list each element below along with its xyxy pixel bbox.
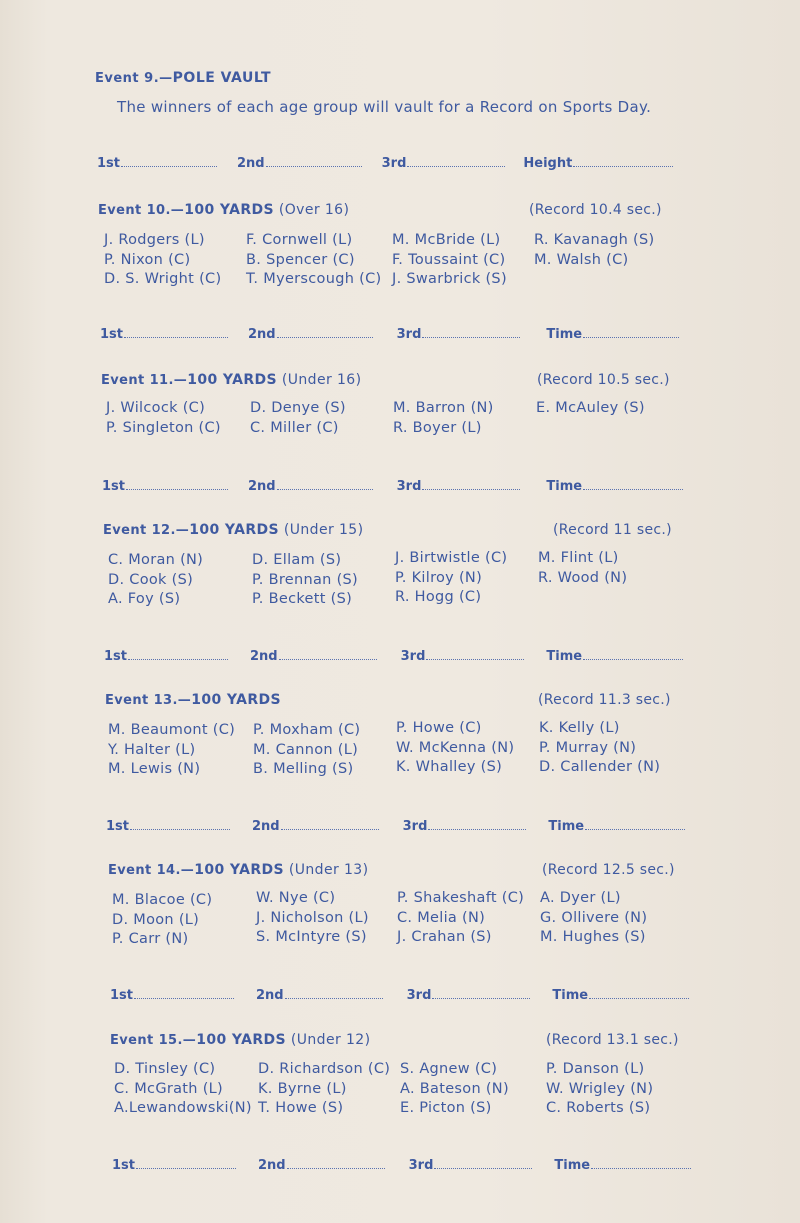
event-13-results-line (106, 819, 685, 834)
place-first-label: 1st (100, 327, 123, 342)
event-label: Event 11.— (101, 373, 188, 388)
third-blank[interactable] (426, 658, 524, 660)
competitor-column-4 (536, 399, 645, 419)
competitor: J. Rodgers (L) (104, 232, 205, 248)
competitor: D. S. Wright (C) (104, 271, 222, 287)
competitor-column-4 (540, 889, 647, 948)
competitor: Y. Halter (L) (108, 741, 196, 758)
event-record: (Record 11.3 sec.) (538, 692, 671, 708)
competitor: P. Kilroy (N) (395, 569, 483, 586)
first-blank[interactable] (128, 658, 228, 660)
event-title (101, 372, 361, 388)
competitor: C. McGrath (L) (114, 1080, 223, 1097)
height-label: Height (523, 156, 573, 171)
first-blank[interactable] (121, 165, 217, 167)
competitor: P. Carr (N) (112, 931, 189, 947)
event-label: Event 9.— (95, 71, 173, 86)
time-label: Time (552, 988, 589, 1003)
event-qualifier: (Under 15) (283, 522, 364, 538)
event-title (98, 202, 349, 218)
competitor-column-3 (393, 399, 494, 438)
event-14-results-line (110, 988, 689, 1003)
competitor-column-1 (108, 721, 235, 780)
competitor: B. Spencer (C) (246, 251, 355, 268)
event-15-results-line (112, 1158, 691, 1173)
competitor: C. Moran (N) (108, 552, 204, 568)
competitor-column-1 (106, 399, 221, 438)
competitor: D. Tinsley (C) (114, 1061, 216, 1077)
event-record: (Record 10.4 sec.) (529, 202, 662, 218)
competitor: P. Danson (L) (546, 1061, 645, 1077)
event-qualifier: (Under 16) (281, 372, 362, 388)
competitor: R. Hogg (C) (395, 589, 482, 605)
first-blank[interactable] (130, 828, 230, 830)
competitor-column-1 (114, 1060, 252, 1119)
competitor: E. McAuley (S) (536, 400, 645, 416)
first-blank[interactable] (134, 997, 234, 999)
second-blank[interactable] (281, 828, 379, 830)
height-blank[interactable] (573, 165, 673, 167)
competitor: E. Picton (S) (400, 1100, 492, 1116)
competitor: J. Swarbrick (S) (392, 271, 507, 287)
event-name: 100 YARDS (194, 862, 285, 878)
competitor-column-4 (539, 719, 660, 778)
competitor: T. Myerscough (C) (246, 271, 382, 287)
competitor: M. Hughes (S) (540, 929, 646, 945)
place-first-label: 1st (110, 988, 133, 1003)
event-qualifier: (Under 12) (290, 1032, 371, 1048)
competitor: K. Kelly (L) (539, 720, 620, 736)
time-blank[interactable] (589, 997, 689, 999)
event-9-results-line (97, 156, 673, 171)
competitor: G. Ollivere (N) (540, 909, 648, 926)
event-9-heading (95, 70, 271, 86)
competitor-column-1 (108, 551, 203, 610)
event-title (110, 1032, 370, 1048)
third-blank[interactable] (422, 336, 520, 338)
place-third-label: 3rd (408, 1158, 434, 1173)
competitor: M. Walsh (C) (534, 251, 629, 268)
competitor: C. Miller (C) (250, 419, 339, 436)
event-label: Event 14.— (108, 863, 195, 878)
competitor: D. Callender (N) (539, 759, 661, 775)
competitor-column-3 (397, 889, 524, 948)
competitor: A. Bateson (N) (400, 1080, 509, 1097)
competitor: P. Brennan (S) (252, 571, 358, 588)
competitor-column-2 (252, 551, 358, 610)
competitor: J. Wilcock (C) (106, 400, 206, 416)
time-blank[interactable] (591, 1167, 691, 1169)
competitor: P. Beckett (S) (252, 591, 353, 607)
competitor: M. Cannon (L) (253, 741, 359, 758)
second-blank[interactable] (287, 1167, 385, 1169)
competitor: A. Foy (S) (108, 591, 181, 607)
competitor: K. Whalley (S) (396, 759, 503, 775)
time-blank[interactable] (585, 828, 685, 830)
place-third-label: 3rd (396, 327, 422, 342)
event-qualifier: (Under 13) (288, 862, 369, 878)
competitor: S. McIntyre (S) (256, 929, 367, 945)
third-blank[interactable] (422, 488, 520, 490)
place-third-label: 3rd (396, 479, 422, 494)
place-second-label: 2nd (258, 1158, 286, 1173)
time-blank[interactable] (583, 658, 683, 660)
competitor-column-4 (546, 1060, 653, 1119)
competitor: D. Cook (S) (108, 571, 194, 588)
event-title (105, 692, 281, 708)
competitor: J. Crahan (S) (397, 929, 492, 945)
competitor-column-3 (396, 719, 514, 778)
event-name: 100 YARDS (184, 202, 275, 218)
competitor: S. Agnew (C) (400, 1061, 498, 1077)
competitor: W. Wrigley (N) (546, 1080, 654, 1097)
competitor-column-4 (538, 549, 627, 588)
competitor: D. Denye (S) (250, 400, 346, 416)
event-title (108, 862, 368, 878)
competitor: F. Cornwell (L) (246, 232, 353, 248)
competitor: P. Moxham (C) (253, 722, 361, 738)
event-qualifier: (Over 16) (278, 202, 350, 218)
place-third-label: 3rd (381, 156, 407, 171)
competitor: K. Byrne (L) (258, 1080, 347, 1097)
event-title: POLE VAULT (172, 70, 271, 86)
place-first-label: 1st (112, 1158, 135, 1173)
third-blank[interactable] (407, 165, 505, 167)
event-title (103, 522, 363, 538)
competitor: P. Murray (N) (539, 739, 637, 756)
competitor: W. Nye (C) (256, 890, 336, 906)
competitor-column-2 (253, 721, 360, 780)
competitor-column-3 (395, 549, 507, 608)
competitor: T. Howe (S) (258, 1100, 344, 1116)
event-10-results-line (100, 327, 679, 342)
competitor: M. Flint (L) (538, 550, 619, 566)
event-name: 100 YARDS (191, 692, 282, 708)
event-record: (Record 13.1 sec.) (546, 1032, 679, 1048)
event-label: Event 13.— (105, 693, 192, 708)
time-label: Time (554, 1158, 591, 1173)
place-third-label: 3rd (406, 988, 432, 1003)
event-record: (Record 11 sec.) (553, 522, 672, 538)
time-blank[interactable] (583, 336, 679, 338)
event-name: 100 YARDS (196, 1032, 287, 1048)
first-blank[interactable] (126, 488, 228, 490)
place-second-label: 2nd (250, 649, 278, 664)
place-first-label: 1st (106, 819, 129, 834)
second-blank[interactable] (277, 488, 373, 490)
competitor-column-4 (534, 231, 654, 270)
place-first-label: 1st (102, 479, 125, 494)
third-blank[interactable] (434, 1167, 532, 1169)
place-first-label: 1st (104, 649, 127, 664)
competitor: R. Wood (N) (538, 569, 628, 586)
first-blank[interactable] (136, 1167, 236, 1169)
competitor: C. Melia (N) (397, 909, 486, 926)
event-9-description: The winners of each age group will vault for a Record on Sports Day. (117, 98, 652, 116)
time-label: Time (546, 327, 583, 342)
competitor: M. Beaumont (C) (108, 722, 236, 738)
competitor-column-1 (112, 891, 212, 950)
competitor: P. Howe (C) (396, 720, 482, 736)
event-name: 100 YARDS (189, 522, 280, 538)
competitor: P. Nixon (C) (104, 251, 191, 268)
time-label: Time (546, 479, 583, 494)
event-name: 100 YARDS (187, 372, 278, 388)
competitor: R. Kavanagh (S) (534, 232, 655, 248)
competitor: A. Dyer (L) (540, 890, 621, 906)
event-record: (Record 12.5 sec.) (542, 862, 675, 878)
competitor: D. Moon (L) (112, 911, 200, 928)
competitor: D. Ellam (S) (252, 552, 342, 568)
competitor: B. Melling (S) (253, 761, 354, 777)
competitor: P. Shakeshaft (C) (397, 890, 525, 906)
first-blank[interactable] (124, 336, 228, 338)
competitor-column-3 (392, 231, 507, 290)
competitor: J. Birtwistle (C) (395, 550, 508, 566)
competitor: C. Roberts (S) (546, 1100, 651, 1116)
competitor: A.Lewandowski(N) (114, 1100, 252, 1116)
second-blank[interactable] (277, 336, 373, 338)
event-record: (Record 10.5 sec.) (537, 372, 670, 388)
event-11-results-line (102, 479, 683, 494)
event-12-results-line (104, 649, 683, 664)
competitor-column-2 (246, 231, 381, 290)
event-label: Event 10.— (98, 203, 185, 218)
place-first-label: 1st (97, 156, 120, 171)
competitor: M. Lewis (N) (108, 761, 201, 777)
competitor-column-2 (258, 1060, 390, 1119)
place-second-label: 2nd (248, 327, 276, 342)
time-label: Time (546, 649, 583, 664)
place-second-label: 2nd (248, 479, 276, 494)
competitor: J. Nicholson (L) (256, 909, 369, 926)
third-blank[interactable] (428, 828, 526, 830)
competitor: R. Boyer (L) (393, 419, 482, 436)
place-second-label: 2nd (252, 819, 280, 834)
place-third-label: 3rd (402, 819, 428, 834)
third-blank[interactable] (432, 997, 530, 999)
second-blank[interactable] (266, 165, 362, 167)
place-second-label: 2nd (237, 156, 265, 171)
second-blank[interactable] (285, 997, 383, 999)
competitor: M. Blacoe (C) (112, 892, 213, 908)
competitor: P. Singleton (C) (106, 419, 221, 436)
competitor-column-2 (256, 889, 369, 948)
competitor-column-1 (104, 231, 221, 290)
competitor-column-3 (400, 1060, 509, 1119)
competitor: M. McBride (L) (392, 232, 501, 248)
competitor: F. Toussaint (C) (392, 251, 506, 268)
event-label: Event 15.— (110, 1033, 197, 1048)
competitor-column-2 (250, 399, 346, 438)
time-blank[interactable] (583, 488, 683, 490)
second-blank[interactable] (279, 658, 377, 660)
place-second-label: 2nd (256, 988, 284, 1003)
event-label: Event 12.— (103, 523, 190, 538)
competitor: D. Richardson (C) (258, 1061, 391, 1077)
place-third-label: 3rd (400, 649, 426, 664)
competitor: W. McKenna (N) (396, 739, 515, 756)
time-label: Time (548, 819, 585, 834)
competitor: M. Barron (N) (393, 400, 494, 416)
